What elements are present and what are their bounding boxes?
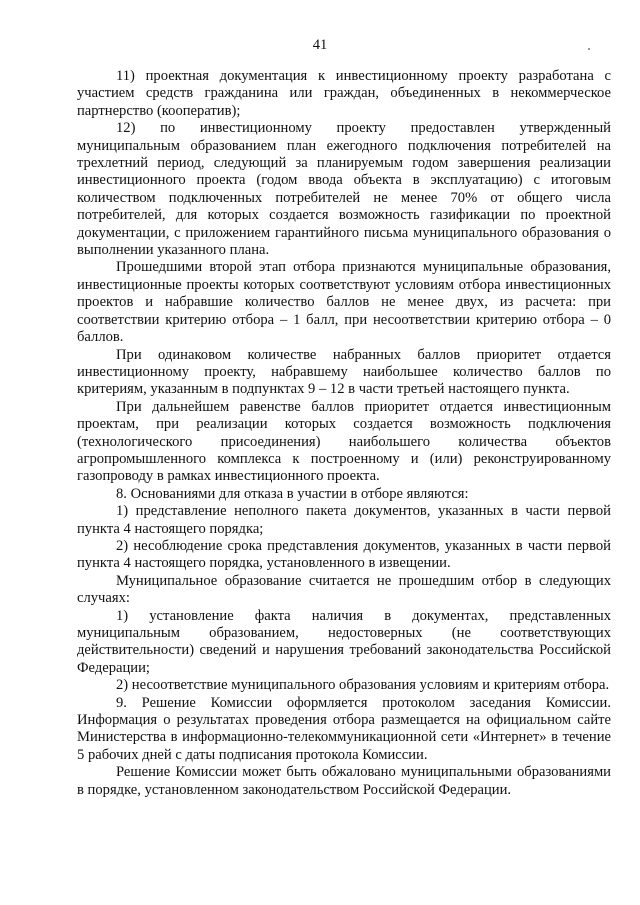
paragraph-not-passed-1: 1) установление факта наличия в документах, представленных муниципальным образованием, недостоверных (не соответствующих действительности) сведений и нарушения требований законодательства Российской Федерации; [77, 607, 611, 676]
scan-mark [588, 48, 590, 50]
paragraph-section-9: 9. Решение Комиссии оформляется протоколом заседания Комиссии. Информация о результатах проведения отбора размещается на официальном сайте Министерства в информационно-телекоммуникационной сети «Интернет» в течение 5 рабочих дней с даты подписания протокола Комиссии. [77, 694, 611, 763]
document-body [77, 68, 611, 799]
paragraph-equal-score-priority: При одинаковом количестве набранных баллов приоритет отдается инвестиционному проекту, набравшему наибольшее количество баллов по критериям, указанным в подпунктах 9 – 12 в части третьей настоящего пункта. [77, 346, 611, 398]
paragraph-not-passed: Муниципальное образование считается не прошедшим отбор в следующих случаях: [77, 572, 611, 607]
paragraph-item-12: 12) по инвестиционному проекту предоставлен утвержденный муниципальным образованием план ежегодного подключения потребителей на трехлетний период, следующий за планируемым годом завершения реализации инвестиционного проекта (годом ввода объекта в эксплуатацию) с итоговым количеством подключенных потребителей не менее 70% от общего числа потребителей, для которых создается возможность газификации по проектной документации, с приложением гарантийного письма муниципального образования о выполнении указанного плана. [77, 120, 611, 259]
page-number: 41 [312, 37, 328, 53]
paragraph-not-passed-2: 2) несоответствие муниципального образования условиям и критериям отбора. [116, 677, 610, 694]
paragraph-item-11: 11) проектная документация к инвестиционному проекту разработана с участием средств гражданина или граждан, объединенных в некоммерческое партнерство (кооператив); [77, 68, 611, 119]
paragraph-refusal-1: 1) представление неполного пакета документов, указанных в части первой пункта 4 настоящего порядка; [77, 503, 611, 537]
paragraph-section-8: 8. Основаниями для отказа в участии в отборе являются: [116, 485, 469, 502]
paragraph-further-equality: При дальнейшем равенстве баллов приоритет отдается инвестиционным проектам, при реализации которых создается возможность подключения (технологического присоединения) наибольшего количества объектов агропромышленного комплекса к построенному и (или) реконструированному газопроводу в рамках инвестиционного проекта. [77, 398, 611, 485]
paragraph-second-stage: Прошедшими второй этап отбора признаются муниципальные образования, инвестиционные проекты которых соответствуют условиям отбора инвестиционных проектов и набравшие количество баллов не менее двух, из расчета: при соответствии критерию отбора – 1 балл, при несоответствии критерию отбора – 0 баллов. [77, 259, 611, 346]
paragraph-appeal: Решение Комиссии может быть обжаловано муниципальными образованиями в порядке, установленном законодательством Российской Федерации. [77, 764, 611, 798]
paragraph-refusal-2: 2) несоблюдение срока представления документов, указанных в части первой пункта 4 настоящего порядка, установленного в извещении. [77, 537, 611, 572]
